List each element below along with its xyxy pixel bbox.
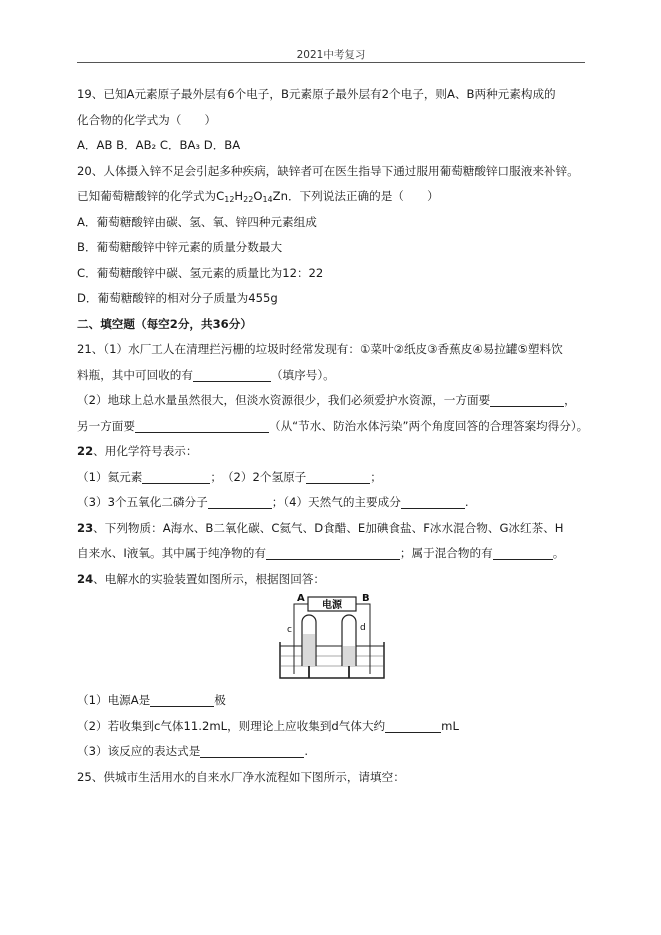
beaker — [280, 642, 384, 678]
q22-part1 — [77, 465, 585, 491]
answer-blank[interactable] — [266, 545, 400, 560]
electrolysis-diagram — [272, 594, 392, 682]
q22-p3-text: （3）3个五氧化二磷分子 — [77, 495, 208, 509]
question-number: 23 — [77, 520, 94, 535]
q21-line2-text: 料瓶，其中可回收的有 — [77, 367, 193, 382]
q20-stem-line2 — [77, 184, 585, 210]
page-header: 2021中考复习 — [296, 49, 366, 61]
answer-blank[interactable] — [490, 392, 564, 407]
q20-formula-pre: 已知葡萄糖酸锌的化学式为C — [77, 189, 225, 203]
q20-formula-post: Zn．下列说法正确的是（ ） — [272, 189, 439, 203]
q22-p1-text: （1）氦元素 — [77, 469, 143, 484]
q23-line2-tail: 。 — [552, 546, 565, 560]
q24-p2-text: （2）若收集到c气体11.2mL，则理论上应收集到d气体大约 — [77, 718, 386, 733]
question-number: 24 — [77, 571, 94, 586]
answer-blank[interactable] — [200, 743, 304, 758]
q22-p2-text: ； （2）2个氢原子 — [210, 469, 307, 484]
q23-line2 — [77, 541, 585, 567]
q20-option-a: A．葡萄糖酸锌由碳、氢、氧、锌四种元素组成 — [77, 214, 317, 229]
q23-line2-text: 自来水、I液氧。其中属于纯净物的有 — [77, 546, 266, 560]
label-d: d — [360, 623, 366, 633]
formula-h: H — [234, 189, 244, 203]
q21-line4 — [77, 414, 589, 440]
q23-line1-text: 、下列物质：A海水、B二氧化碳、C氦气、D食醋、E加碘食盐、F冰水混合物、G冰红茶、H — [93, 520, 564, 535]
q19-options: A．AB B．AB₂ C．BA₃ D．BA — [77, 138, 241, 152]
q24-part3 — [77, 739, 585, 765]
formula-sub-h: 22 — [243, 195, 254, 204]
q21-line3-text: （2）地球上总水量虽然很大，但淡水资源很少，我们必须爱护水资源，一方面要 — [77, 393, 491, 407]
q22-p4-tail: . — [464, 495, 469, 509]
answer-blank[interactable] — [385, 718, 441, 733]
tube-d-liquid — [343, 646, 355, 666]
q23-line1 — [77, 516, 585, 542]
q23-line2-mid: ；属于混合物的有 — [399, 546, 493, 560]
label-a: A — [297, 594, 305, 604]
q24-p3-tail: . — [304, 744, 309, 758]
q21-line4-text: 另一方面要 — [77, 418, 135, 433]
formula-sub-o: 14 — [262, 195, 273, 204]
q21-line2 — [77, 363, 585, 389]
answer-blank[interactable] — [208, 494, 272, 509]
answer-blank[interactable] — [150, 692, 214, 707]
q24-p3-text: （3）该反应的表达式是 — [77, 744, 201, 758]
answer-blank[interactable] — [142, 469, 210, 484]
q20-option-b: B．葡萄糖酸锌中锌元素的质量分数最大 — [77, 240, 283, 254]
q19-stem-line1: 19、已知A元素原子最外层有6个电子，B元素原子最外层有2个电子，则A、B两种元素构成的 — [77, 87, 556, 101]
q24-part1 — [77, 688, 585, 714]
q24-p1-tail: 极 — [214, 693, 226, 707]
q20-option-c: C．葡萄糖酸锌中碳、氢元素的质量比为12：22 — [77, 265, 324, 280]
q21-line2-tail: （填序号）。 — [270, 367, 335, 382]
section-title: 二、填空题（每空2分，共36分） — [77, 316, 252, 331]
q20-option-d: D．葡萄糖酸锌的相对分子质量为455g — [77, 291, 278, 305]
formula-sub-c: 12 — [224, 195, 235, 204]
answer-blank[interactable] — [306, 469, 370, 484]
power-label: 电源 — [322, 600, 342, 611]
q22-title — [77, 439, 585, 465]
q24-part2 — [77, 714, 585, 740]
wire-b — [356, 604, 370, 674]
q21-line1: 21、（1）水厂工人在清理拦污栅的垃圾时经常发现有：①菜叶②纸皮③香蕉皮④易拉罐⑤塑料饮 — [77, 342, 563, 356]
question-number: 22 — [77, 444, 94, 458]
q24-title — [77, 567, 585, 593]
header-rule — [77, 62, 585, 63]
answer-blank[interactable] — [193, 367, 271, 382]
q25-line1: 25、供城市生活用水的自来水厂净水流程如下图所示，请填空： — [77, 769, 405, 784]
q24-p2-tail: mL — [441, 718, 459, 733]
q22-part3 — [77, 490, 585, 516]
q21-line3-tail: ， — [564, 393, 576, 407]
q19-stem-line2: 化合物的化学式为（ ） — [77, 112, 217, 127]
tube-c-liquid — [303, 634, 315, 666]
q21-line3 — [77, 388, 585, 414]
q24-p1-text: （1）电源A是 — [77, 693, 151, 707]
q22-p4-text: ；（4）天然气的主要成分 — [271, 495, 401, 509]
q22-title-text: 、用化学符号表示： — [93, 444, 198, 458]
label-c: c — [287, 625, 292, 635]
answer-blank[interactable] — [401, 494, 465, 509]
electrolysis-figure — [77, 594, 585, 684]
q24-title-text: 、电解水的实验装置如图所示，根据图回答： — [93, 571, 326, 586]
label-b: B — [362, 594, 370, 604]
answer-blank[interactable] — [135, 418, 269, 433]
document-body — [77, 82, 589, 790]
q22-p2-tail: ； — [370, 469, 382, 484]
q20-stem-line1: 20、人体摄入锌不足会引起多种疾病，缺锌者可在医生指导下通过服用葡萄糖酸锌口服液来补锌。 — [77, 163, 579, 178]
q21-line4-tail: （从“节水、防治水体污染”两个角度回答的合理答案均得分）。 — [268, 418, 589, 433]
answer-blank[interactable] — [493, 545, 553, 560]
formula-o: O — [253, 189, 263, 203]
